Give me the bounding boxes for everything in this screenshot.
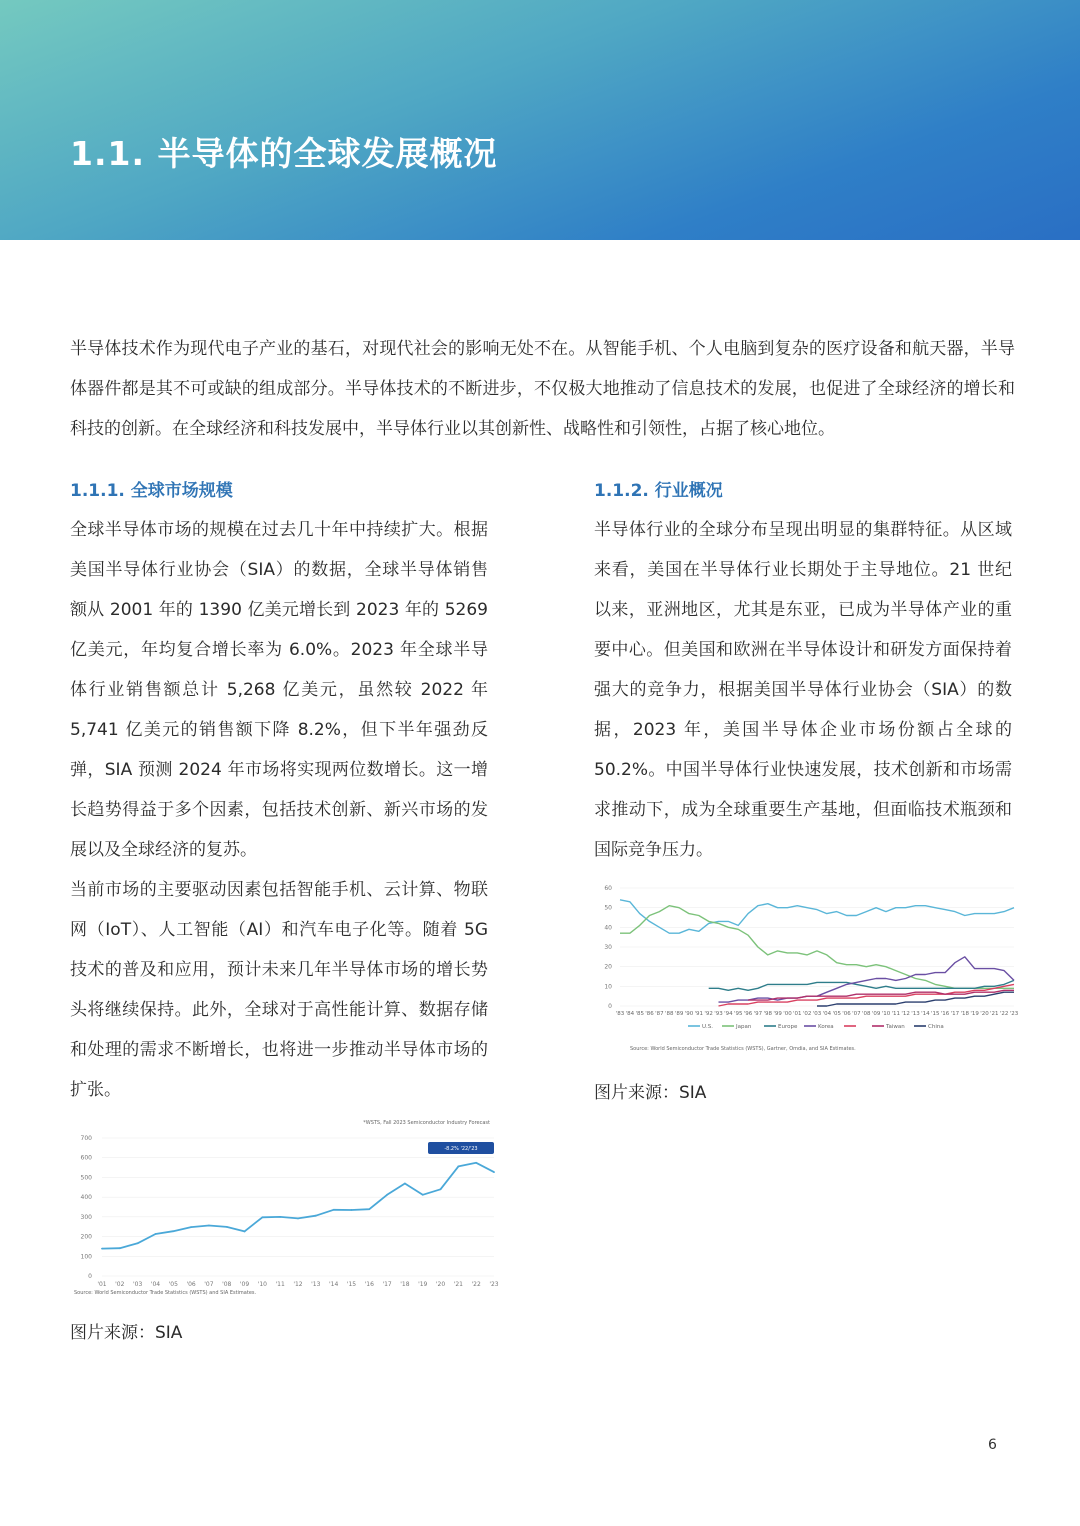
market-size-paragraph-1: 全球半导体市场的规模在过去几十年中持续扩大。根据美国半导体行业协会（SIA）的数据，全球半导体销售额从 2001 年的 1390 亿美元增长到 2023 年的 5269 亿美元，年均复合增长率为 6.0%。2023 年全球半导体行业销售额总计 5,268 亿美元，虽然较 2022 年 5,741 亿美元的销售额下降 8.2%，但下半年强劲反弹，SIA 预测 2024 年市场将实现两位数增长。这一增长趋势得益于多个因素，包括技术创新、新兴市场的发展以及全球经济的复苏。 [70,520,488,860]
x-tick-label: '13 [311,1281,321,1288]
x-tick-label: '07 [852,1011,861,1017]
market-share-chart [596,878,1020,1058]
left-column [70,474,488,1110]
x-tick-label: '10 [257,1281,268,1288]
x-tick-label: '19 [418,1281,428,1288]
x-tick-label: '16 [364,1281,374,1288]
x-tick-label: '11 [275,1281,285,1288]
sales-data-point [279,1216,281,1218]
x-tick-label: '05 [168,1281,178,1288]
section-title-industry-overview: 1.1.2. 行业概况 [594,481,723,501]
x-tick-label: '01 [97,1281,107,1288]
sales-data-point [101,1248,103,1250]
market-size-paragraph-2: 当前市场的主要驱动因素包括智能手机、云计算、物联网（IoT）、人工智能（AI）和汽车电子化等。随着 5G 技术的普及和应用，预计未来几年半导体市场的增长势头将继续保持。此外，全球对于高性能计算、数据存储和处理的需求不断增长，也将进一步推动半导体市场的扩张。 [70,880,488,1100]
x-tick-label: '20 [980,1011,989,1017]
y-tick-label: 60 [604,885,612,892]
x-tick-label: '00 [783,1011,792,1017]
x-tick-label: '01 [793,1011,802,1017]
y-tick-label: 300 [80,1213,92,1221]
y-tick-label: 10 [604,983,612,991]
sales-series-line [102,1163,494,1249]
y-tick-label: 200 [80,1233,92,1241]
sales-data-point [422,1194,424,1196]
sales-data-point [333,1209,335,1211]
y-tick-label: 500 [80,1174,92,1182]
x-tick-label: '20 [435,1281,446,1288]
y-tick-label: 0 [608,1003,612,1010]
sales-data-point [315,1215,317,1217]
series-line-5 [748,990,1014,1000]
x-tick-label: '98 [763,1011,773,1017]
x-tick-label: '06 [842,1011,851,1017]
x-tick-label: '03 [132,1281,143,1288]
intro-paragraph: 半导体技术作为现代电子产业的基石，对现代社会的影响无处不在。从智能手机、个人电脑到复杂的医疗设备和航天器，半导体器件都是其不可或缺的组成部分。半导体技术的不断进步，不仅极大地推动了信息技术的发展，也促进了全球经济的增长和科技的创新。在全球经济和科技发展中，半导体行业以其创新性、战略性和引领性，占据了核心地位。 [70,339,1015,439]
x-tick-label: '94 [724,1011,733,1017]
x-tick-label: '04 [822,1011,832,1017]
y-tick-label: 100 [80,1253,92,1261]
legend-label: China [928,1024,944,1030]
x-tick-label: '08 [861,1011,871,1017]
x-tick-label: '84 [625,1011,635,1017]
sales-data-point [226,1226,228,1228]
section-title-market-size: 1.1.1. 全球市场规模 [70,481,233,501]
legend-label: Japan [736,1024,752,1030]
x-tick-label: '93 [714,1011,723,1017]
x-tick-label: '21 [990,1011,999,1017]
market-share-chart-caption: 图片来源：SIA [594,1083,707,1103]
x-tick-label: '99 [773,1011,782,1017]
series-line-0 [620,900,1014,933]
y-tick-label: 400 [80,1194,92,1202]
x-tick-label: '04 [150,1281,161,1288]
chart-source: Source: World Semiconductor Trade Statistics (WSTS), Gartner, Omdia, and SIA Estimates. [630,1046,856,1052]
page-title: 1.1. 半导体的全球发展概况 [70,134,498,173]
y-tick-label: 40 [604,924,612,932]
sales-chart-svg [72,1112,500,1302]
x-tick-label: '12 [293,1281,303,1288]
sales-data-point [261,1216,263,1218]
sales-data-point [386,1194,388,1196]
sales-data-point [351,1209,353,1211]
x-tick-label: '92 [704,1011,713,1017]
sales-data-point [475,1162,477,1164]
y-tick-label: 700 [80,1135,92,1142]
x-tick-label: '18 [400,1281,410,1288]
sales-data-point [457,1165,459,1167]
x-tick-label: '23 [1009,1011,1019,1017]
sales-chart-caption: 图片来源：SIA [70,1323,183,1343]
x-tick-label: '95 [733,1011,743,1017]
x-tick-label: '97 [753,1011,763,1017]
x-tick-label: '21 [453,1281,464,1288]
x-tick-label: '90 [684,1011,694,1017]
x-tick-label: '85 [635,1011,644,1017]
x-tick-label: '15 [930,1011,940,1017]
sales-data-point [172,1230,174,1232]
legend-label: Korea [818,1024,834,1030]
sales-data-point [404,1183,406,1185]
x-tick-label: '91 [694,1011,704,1017]
x-tick-label: '14 [921,1011,930,1017]
sales-data-point [244,1231,246,1233]
x-tick-label: '22 [471,1281,481,1288]
x-tick-label: '22 [999,1011,1009,1017]
x-tick-label: '23 [489,1281,499,1288]
x-tick-label: '19 [970,1011,979,1017]
x-tick-label: '03 [812,1011,822,1017]
chart-note: *WSTS, Fall 2023 Semiconductor Industry Forecast [363,1120,490,1126]
chart-source: Source: World Semiconductor Trade Statistics (WSTS) and SIA Estimates. [74,1290,257,1296]
x-tick-label: '09 [871,1011,881,1017]
page-number: 6 [988,1437,997,1453]
x-tick-label: '11 [891,1011,901,1017]
x-tick-label: '02 [802,1011,812,1017]
x-tick-label: '17 [382,1281,392,1288]
series-line-3 [719,957,1015,1002]
sales-data-point [190,1226,192,1228]
x-tick-label: '13 [911,1011,920,1017]
sales-chart [72,1112,500,1302]
x-tick-label: '16 [940,1011,950,1017]
x-tick-label: '87 [655,1011,664,1017]
y-tick-label: 50 [604,904,612,912]
x-tick-label: '88 [664,1011,674,1017]
x-tick-label: '18 [960,1011,970,1017]
market-share-chart-svg [596,878,1020,1058]
x-tick-label: '06 [186,1281,196,1288]
x-tick-label: '12 [901,1011,910,1017]
legend-label: Taiwan [886,1024,905,1030]
x-tick-label: '09 [239,1281,250,1288]
x-tick-label: '10 [881,1011,891,1017]
legend-label: Europe [778,1024,798,1030]
legend-label: U.S. [702,1024,714,1030]
right-column [594,474,1012,870]
x-tick-label: '02 [115,1281,125,1288]
x-tick-label: '08 [222,1281,232,1288]
y-tick-label: 30 [604,944,612,951]
sales-data-point [368,1208,370,1210]
industry-overview-paragraph: 半导体行业的全球分布呈现出明显的集群特征。从区域来看，美国在半导体行业长期处于主导地位。21 世纪以来，亚洲地区，尤其是东亚，已成为半导体产业的重要中心。但美国和欧洲在半导体设计和研发方面保持着强大的竞争力，根据美国半导体行业协会（SIA）的数据，2023 年，美国半导体企业市场份额占全球的 50.2%。中国半导体行业快速发展，技术创新和市场需求推动下，成为全球重要生产基地，但面临技术瓶颈和国际竞争压力。 [594,520,1012,860]
sales-data-point [297,1218,299,1220]
y-tick-label: 20 [604,963,612,971]
x-tick-label: '05 [832,1011,841,1017]
sales-data-point [440,1188,442,1190]
x-tick-label: '86 [645,1011,654,1017]
sales-data-point [119,1247,121,1249]
x-tick-label: '96 [743,1011,753,1017]
header-banner [0,0,1080,240]
sales-data-point [208,1225,210,1227]
sales-data-point [155,1233,157,1235]
x-tick-label: '83 [615,1011,625,1017]
x-tick-label: '15 [346,1281,357,1288]
x-tick-label: '07 [204,1281,214,1288]
y-tick-label: 0 [88,1273,92,1280]
y-tick-label: 600 [80,1154,92,1162]
decline-badge-label: -8.2% '22/'23 [444,1146,478,1152]
sales-data-point [137,1242,139,1244]
x-tick-label: '89 [674,1011,684,1017]
x-tick-label: '17 [950,1011,960,1017]
sales-data-point [493,1171,495,1173]
x-tick-label: '14 [328,1281,339,1288]
